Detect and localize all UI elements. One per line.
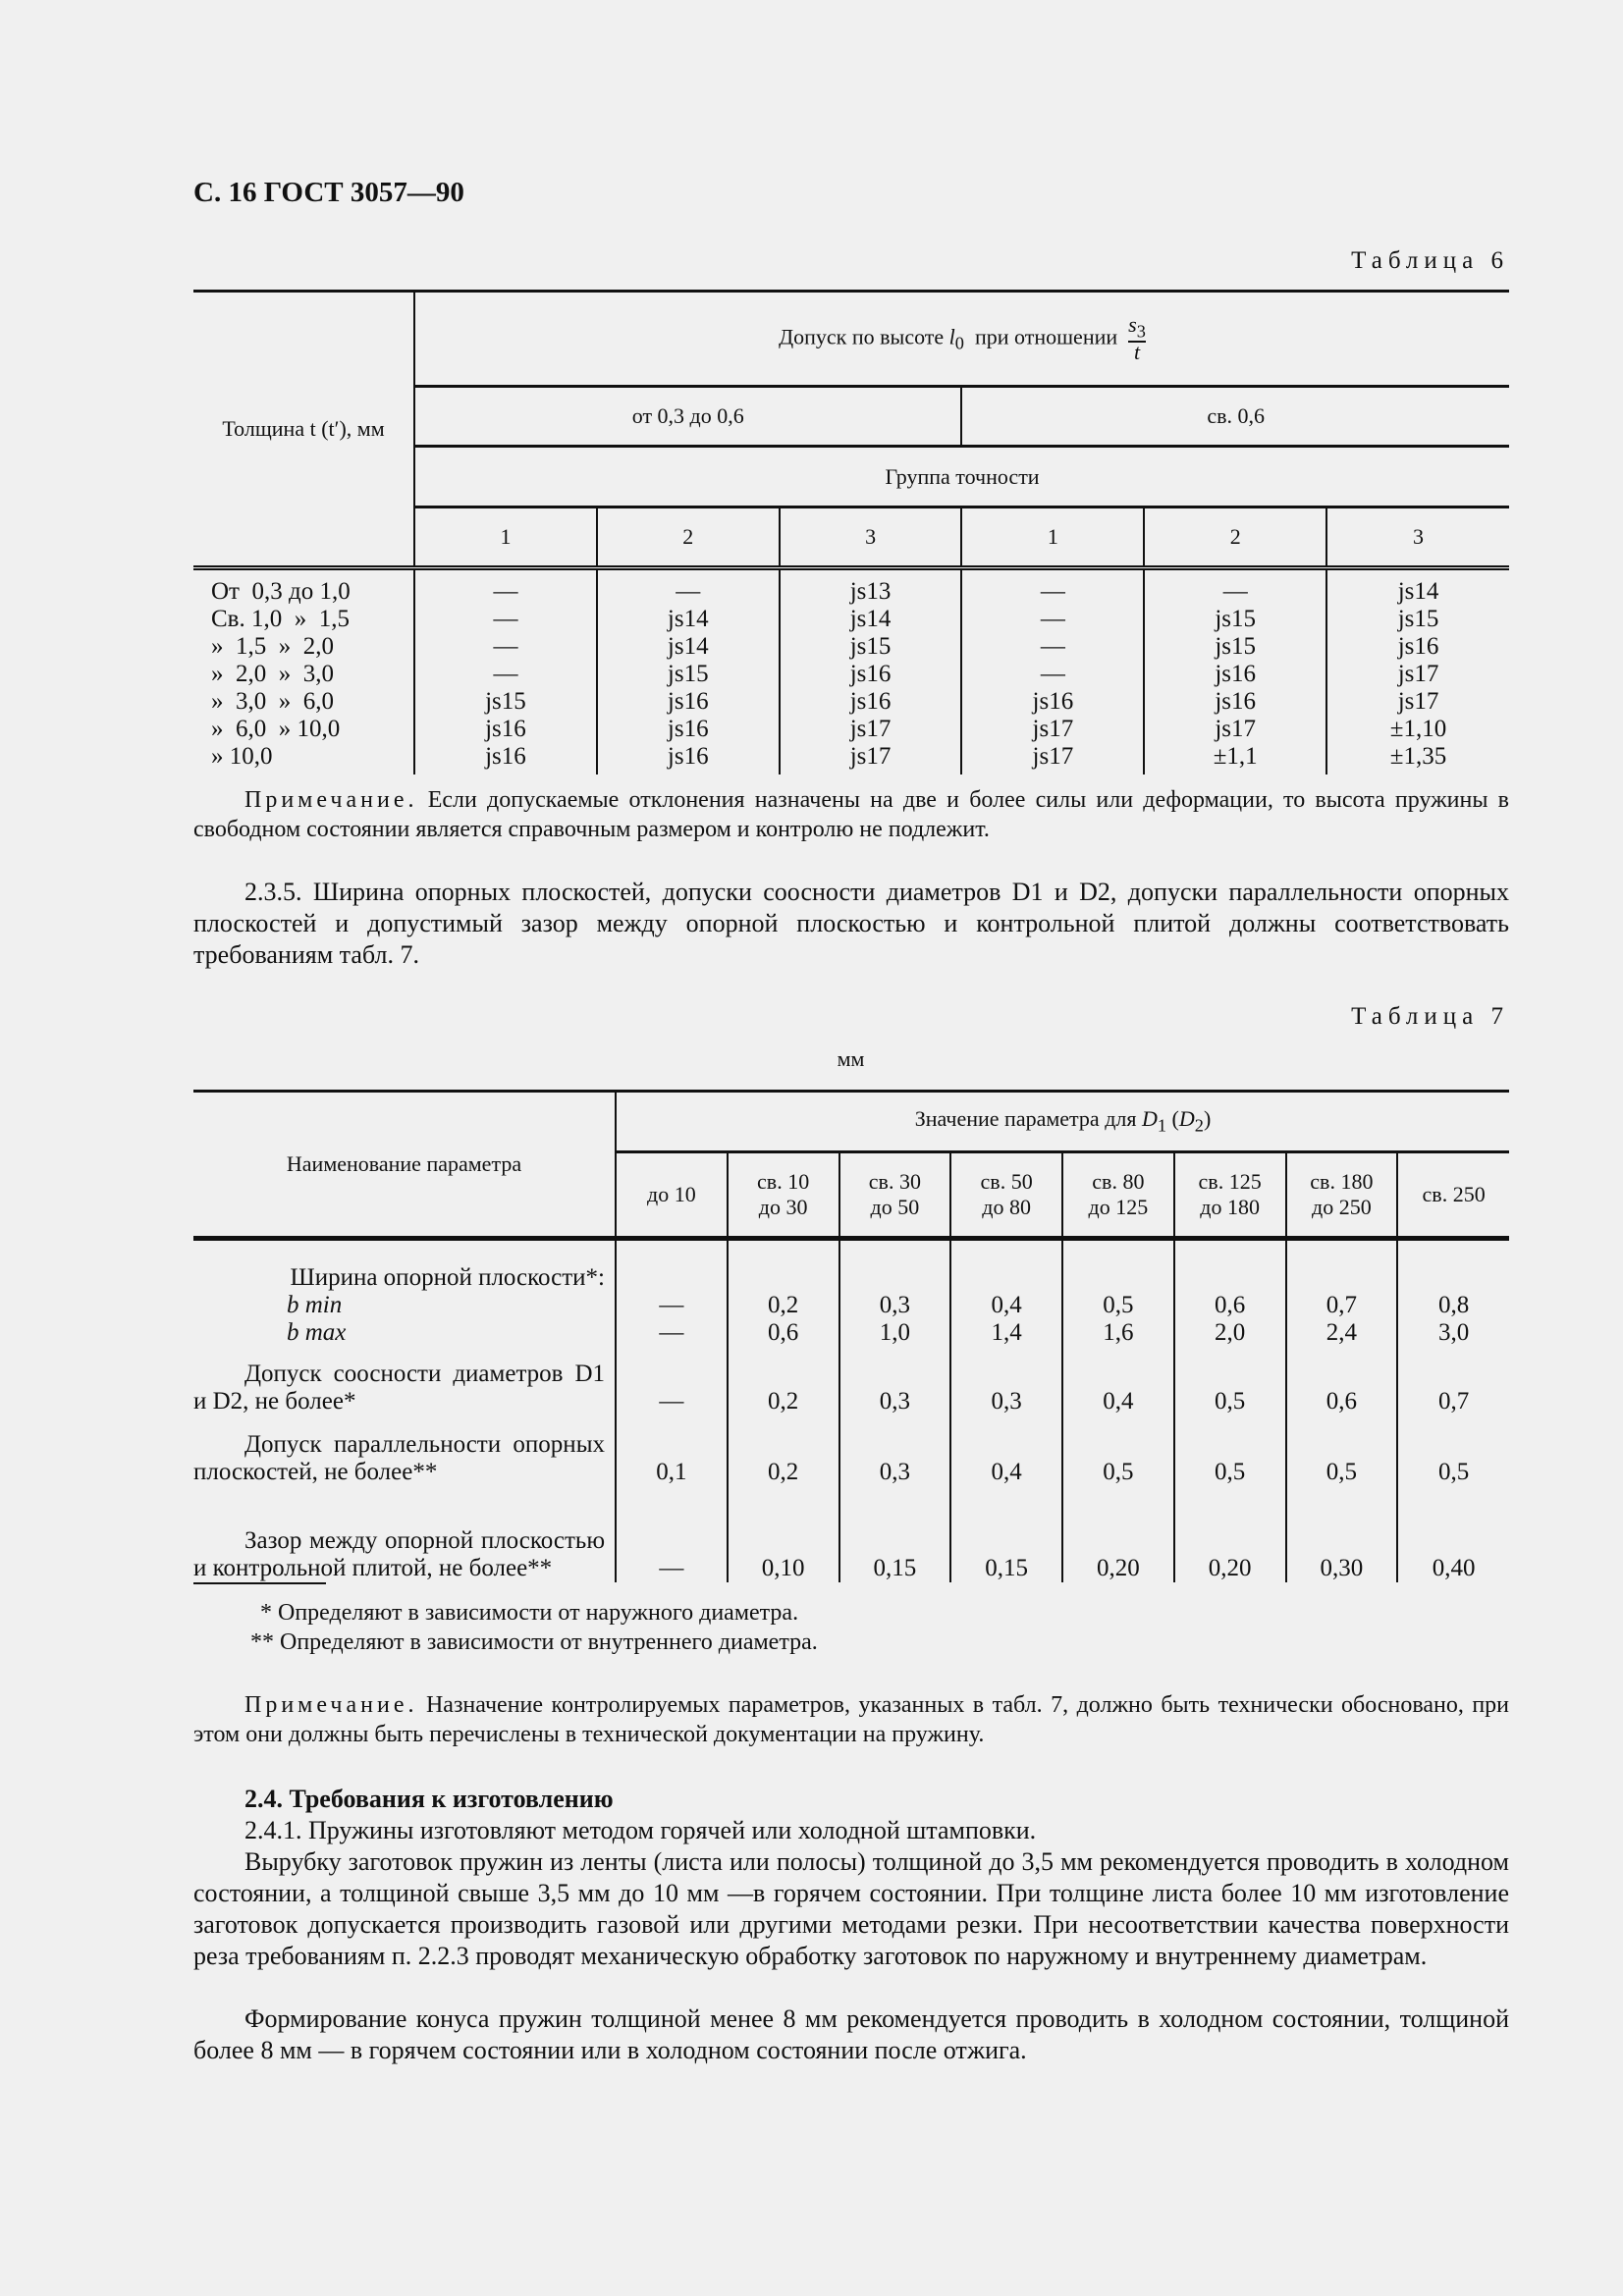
tolerance-cell: js16 [667, 743, 709, 770]
value-max: — [659, 1318, 684, 1346]
parameter-value [1286, 1239, 1398, 1347]
thickness-cell: » 1,5 » 2,0 [211, 633, 334, 660]
value-min: 0,6 [1215, 1291, 1246, 1318]
diameter-range-header: св. 180 до 250 [1286, 1152, 1398, 1239]
value-column [780, 568, 962, 774]
parameter-title: Допуск соосности диаметров D1 и D2, не более* [193, 1360, 605, 1415]
table-7 [193, 1090, 1509, 1582]
parameter-value: 0,3 [950, 1347, 1062, 1415]
parameter-value: 0,5 [1397, 1415, 1509, 1486]
table7-unit: мм [837, 1046, 865, 1071]
thickness-cell: » 10,0 [211, 743, 273, 770]
range-header: от 0,3 до 0,6 [414, 387, 961, 447]
tolerance-cell: js16 [485, 743, 526, 770]
parameter-value: 0,2 [728, 1415, 839, 1486]
parameter-value: 0,3 [839, 1415, 951, 1486]
parameter-value [1174, 1239, 1286, 1347]
parameter-title: Ширина опорной плоскости*: [290, 1263, 605, 1291]
value-min: 0,3 [879, 1291, 910, 1318]
value-column [414, 568, 597, 774]
value-min: — [659, 1291, 684, 1318]
tolerance-cell: js17 [1032, 743, 1074, 770]
tolerance-cell: js14 [667, 606, 709, 632]
parameter-value: 0,3 [839, 1347, 951, 1415]
tolerance-cell: — [1222, 578, 1248, 605]
group-number: 2 [1144, 507, 1326, 568]
tolerance-cell: js14 [849, 606, 892, 632]
parameter-value: 0,5 [1174, 1415, 1286, 1486]
tolerance-cell: js15 [849, 633, 892, 660]
footnote-divider [193, 1582, 326, 1584]
table-6 [193, 290, 1509, 774]
group-header: Группа точности [414, 447, 1509, 507]
value-column [961, 568, 1144, 774]
table6-label: Таблица 6 [1351, 247, 1509, 274]
tolerance-cell: — [1040, 633, 1065, 660]
tolerance-cell: — [493, 578, 518, 605]
value-column [597, 568, 780, 774]
value-max: 1,6 [1103, 1318, 1134, 1346]
tolerance-cell: js15 [485, 688, 526, 715]
tolerance-cell: js16 [667, 688, 709, 715]
section-2-4-para-2: Вырубку заготовок пружин из ленты (листа или полосы) толщиной до 3,5 мм рекомендуется проводить в холодном состоянии, а толщиной свыше 3,5 мм до 10 мм —в горячем состоянии. При толщине листа более 10 мм изготовление заготовок допускается производить газовой или другими методами резки. При несоответствии качества поверхности реза требованиям п. 2.2.3 проводят механическую обработку заготовок по наружному и внутреннему диаметрам. [193, 1847, 1509, 1970]
footnote-1: * Определяют в зависимости от наружного диаметра. [260, 1600, 799, 1626]
col-thickness-header: Толщина t (t′), мм [193, 292, 414, 568]
tolerance-cell: js16 [1215, 688, 1257, 715]
parameter-value: — [616, 1486, 728, 1582]
table-row [193, 1347, 1509, 1415]
group-number: 1 [414, 507, 597, 568]
value-max: 1,4 [991, 1318, 1022, 1346]
section-2-4-heading: 2.4. Требования к изготовлению [244, 1785, 614, 1813]
ratio-fraction: $\frac{s_3}{t}$ [1128, 311, 1146, 365]
value-header: Значение параметра для $D_1$ $(D_2)$ [616, 1092, 1509, 1152]
value-min: 0,4 [991, 1291, 1022, 1318]
tolerance-cell: ±1,10 [1389, 716, 1447, 742]
value-max: 2,4 [1325, 1318, 1357, 1346]
group-number: 3 [780, 507, 962, 568]
parameter-value: 0,20 [1062, 1486, 1174, 1582]
value-max: 3,0 [1438, 1318, 1470, 1346]
tolerance-cell: js16 [849, 661, 892, 687]
tolerance-cell: js16 [667, 716, 709, 742]
tolerance-cell: js17 [1215, 716, 1257, 742]
table-row [193, 1415, 1509, 1486]
parameter-value [728, 1239, 839, 1347]
parameter-value: 0,20 [1174, 1486, 1286, 1582]
diameter-range-header: св. 50 до 80 [950, 1152, 1062, 1239]
parameter-value: 0,5 [1174, 1347, 1286, 1415]
tolerance-cell: js15 [1397, 606, 1439, 632]
parameter-value: 0,5 [1286, 1415, 1398, 1486]
footnote-2: ** Определяют в зависимости от внутреннего диаметра. [250, 1629, 818, 1655]
parameter-value: 0,40 [1397, 1486, 1509, 1582]
parameter-title: Зазор между опорной плоскостью и контрольной плитой, не более** [193, 1526, 605, 1581]
parameter-name [193, 1347, 616, 1415]
table7-note: Примечание. Назначение контролируемых параметров, указанных в табл. 7, должно быть технически обосновано, при этом они должны быть перечислены в технической документации на пружину. [193, 1692, 1510, 1747]
value-min: 0,2 [768, 1291, 799, 1318]
thickness-cell: Св. 1,0 » 1,5 [211, 606, 350, 632]
value-min: 0,7 [1325, 1291, 1357, 1318]
thickness-cell: » 3,0 » 6,0 [211, 688, 334, 715]
parameter-value: 0,4 [950, 1415, 1062, 1486]
section-2-4-para-3: Формирование конуса пружин толщиной менее 8 мм рекомендуется проводить в холодном состоянии, толщиной более 8 мм — в горячем состоянии или в холодном состоянии после отжига. [193, 2004, 1509, 2064]
parameter-value [1397, 1239, 1509, 1347]
value-max: 2,0 [1215, 1318, 1246, 1346]
tolerance-cell: js14 [667, 633, 709, 660]
tolerance-cell: ±1,35 [1389, 743, 1447, 770]
value-max: 1,0 [879, 1318, 910, 1346]
tolerance-cell: ±1,1 [1213, 743, 1258, 770]
value-min: 0,8 [1438, 1291, 1470, 1318]
tolerance-cell: js13 [849, 578, 892, 605]
tolerance-cell: js17 [849, 743, 892, 770]
parameter-name [193, 1415, 616, 1486]
parameter-value: 0,5 [1062, 1415, 1174, 1486]
parameter-value: 0,7 [1397, 1347, 1509, 1415]
tolerance-cell: js15 [667, 661, 709, 687]
range-header: св. 0,6 [961, 387, 1509, 447]
diameter-range-header: св. 30 до 50 [839, 1152, 951, 1239]
thickness-cell: » 6,0 » 10,0 [211, 716, 341, 742]
thickness-cell: От 0,3 до 1,0 [211, 578, 351, 605]
tolerance-cell: js17 [1397, 661, 1439, 687]
group-number: 1 [961, 507, 1144, 568]
page-header: С. 16 ГОСТ 3057—90 [193, 177, 464, 208]
tolerance-cell: js17 [849, 716, 892, 742]
table-row [193, 1239, 1509, 1347]
tolerance-cell: — [493, 633, 518, 660]
col-name-header: Наименование параметра [193, 1092, 616, 1239]
tolerance-cell: — [1040, 578, 1065, 605]
tolerance-cell: js16 [1215, 661, 1257, 687]
tolerance-cell: js15 [1215, 633, 1257, 660]
tolerance-cell: — [1040, 661, 1065, 687]
parameter-value: 0,15 [839, 1486, 951, 1582]
tolerance-cell: — [493, 661, 518, 687]
parameter-value: 0,6 [1286, 1347, 1398, 1415]
tolerance-cell: — [493, 606, 518, 632]
parameter-sub: b max [287, 1318, 347, 1346]
paragraph-2-3-5: 2.3.5. Ширина опорных плоскостей, допуски соосности диаметров D1 и D2, допуски параллельности опорных плоскостей и допустимый зазор между опорной плоскостью и контрольной плитой должны соответствовать требованиям табл. 7. [193, 878, 1509, 969]
parameter-value: 0,2 [728, 1347, 839, 1415]
parameter-value [616, 1239, 728, 1347]
table-row [193, 1486, 1509, 1582]
thickness-cell: » 2,0 » 3,0 [211, 661, 334, 687]
table7-label: Таблица 7 [1351, 1003, 1509, 1030]
parameter-value: 0,10 [728, 1486, 839, 1582]
diameter-range-header: св. 250 [1397, 1152, 1509, 1239]
value-column [1144, 568, 1326, 774]
diameter-range-header: св. 10 до 30 [728, 1152, 839, 1239]
tolerance-header: Допуск по высоте $l_0$ при отношении $\frac{s_3}{t}$ [414, 292, 1509, 387]
value-min: 0,5 [1103, 1291, 1134, 1318]
diameter-range-header: до 10 [616, 1152, 728, 1239]
tolerance-cell: — [676, 578, 701, 605]
table6-note: Примечание. Если допускаемые отклонения назначены на две и более силы или деформации, то высота пружины в свободном состоянии является справочным размером и контролю не подлежит. [193, 787, 1510, 842]
tolerance-cell: — [1040, 606, 1065, 632]
tolerance-cell: js16 [1032, 688, 1074, 715]
parameter-value [950, 1239, 1062, 1347]
parameter-value: 0,4 [1062, 1347, 1174, 1415]
parameter-value: — [616, 1347, 728, 1415]
parameter-value: 0,1 [616, 1415, 728, 1486]
group-number: 3 [1326, 507, 1509, 568]
parameter-value: 0,15 [950, 1486, 1062, 1582]
tolerance-cell: js17 [1397, 688, 1439, 715]
tolerance-cell: js14 [1397, 578, 1439, 605]
tolerance-cell: js16 [485, 716, 526, 742]
diameter-range-header: св. 125 до 180 [1174, 1152, 1286, 1239]
parameter-value: 0,30 [1286, 1486, 1398, 1582]
parameter-name [193, 1486, 616, 1582]
value-max: 0,6 [768, 1318, 799, 1346]
tolerance-cell: js15 [1215, 606, 1257, 632]
parameter-name [193, 1239, 616, 1347]
tolerance-cell: js17 [1032, 716, 1074, 742]
parameter-title: Допуск параллельности опорных плоскостей, не более** [193, 1430, 605, 1485]
group-number: 2 [597, 507, 780, 568]
parameter-value [1062, 1239, 1174, 1347]
tolerance-cell: js16 [849, 688, 892, 715]
parameter-value [839, 1239, 951, 1347]
diameter-range-header: св. 80 до 125 [1062, 1152, 1174, 1239]
thickness-column [193, 568, 414, 774]
parameter-sub: b min [287, 1291, 343, 1318]
section-2-4-para-1: 2.4.1. Пружины изготовляют методом горячей или холодной штамповки. [244, 1816, 1037, 1844]
value-column [1326, 568, 1509, 774]
tolerance-cell: js16 [1397, 633, 1439, 660]
